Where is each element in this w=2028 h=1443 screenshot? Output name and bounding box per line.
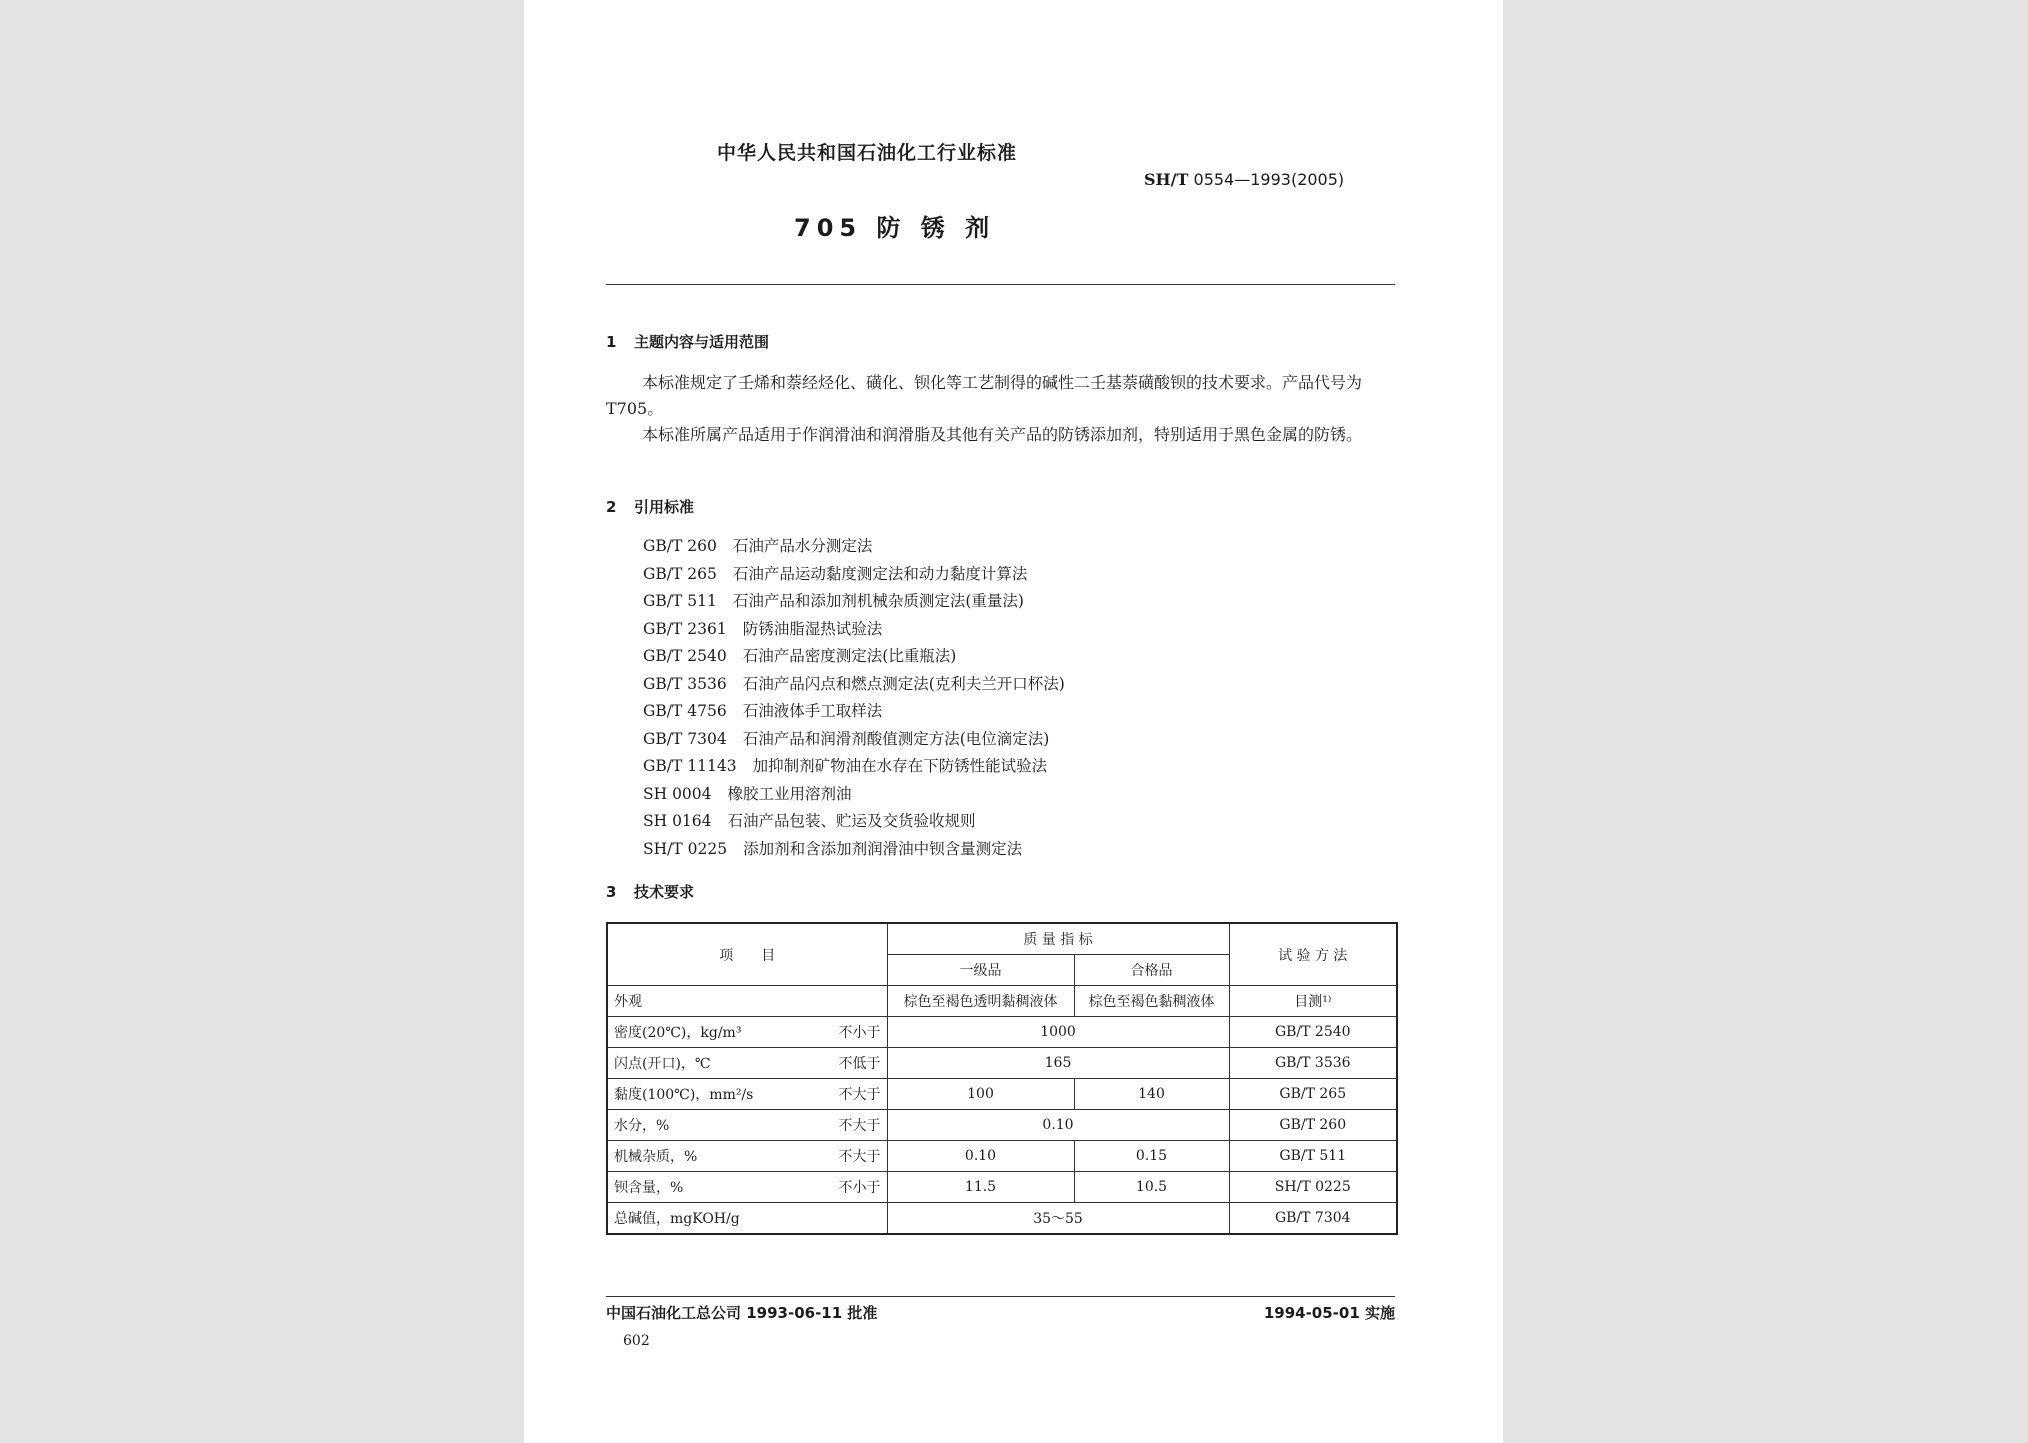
reference-code: GB/T 4756 <box>643 702 727 720</box>
item-limit: 不低于 <box>838 1056 881 1072</box>
reference-title: 橡胶工业用溶剂油 <box>727 784 852 803</box>
merged-value-cell: 165 <box>887 1048 1229 1079</box>
page-number: 602 <box>623 1333 650 1349</box>
reference-item <box>643 698 1065 726</box>
item-name: 黏度(100℃)，mm²/s <box>614 1087 754 1103</box>
header-grade2: 合格品 <box>1074 955 1229 986</box>
section-number: 1 <box>606 333 617 351</box>
section-title: 主题内容与适用范围 <box>634 333 770 351</box>
item-limit: 不小于 <box>838 1180 881 1196</box>
reference-code: GB/T 3536 <box>643 674 727 693</box>
reference-item <box>643 781 1065 809</box>
reference-title: 石油产品闪点和燃点测定法(克利夫兰开口杯法) <box>742 674 1065 693</box>
reference-title: 石油产品密度测定法(比重瓶法) <box>742 647 957 665</box>
org-title: 中华人民共和国石油化工行业标准 <box>717 142 1018 164</box>
reference-code: GB/T 7304 <box>643 729 727 748</box>
grade1-cell: 100 <box>887 1079 1074 1110</box>
item-cell <box>607 1110 887 1141</box>
method-cell: SH/T 0225 <box>1229 1172 1397 1203</box>
header-quality: 质 量 指 标 <box>887 923 1229 955</box>
reference-title: 石油产品包装、贮运及交货验收规则 <box>727 812 976 830</box>
header-rule <box>606 284 1395 285</box>
grade1-cell: 棕色至褐色透明黏稠液体 <box>887 986 1074 1017</box>
reference-item <box>643 643 1065 671</box>
reference-code: SH 0164 <box>643 812 712 830</box>
header-method: 试 验 方 法 <box>1229 923 1397 986</box>
merged-value-cell: 35～55 <box>887 1203 1229 1235</box>
item-name: 密度(20℃)，kg/m³ <box>614 1025 742 1041</box>
reference-list <box>643 533 1065 863</box>
reference-item <box>643 753 1065 781</box>
section-number: 2 <box>606 498 617 516</box>
table-row <box>607 1172 1397 1203</box>
reference-item <box>643 671 1065 699</box>
document-page <box>524 0 1503 1443</box>
item-cell <box>607 1141 887 1172</box>
reference-title: 石油产品水分测定法 <box>732 537 873 555</box>
reference-title: 石油产品运动黏度测定法和动力黏度计算法 <box>732 564 1028 583</box>
reference-item <box>643 836 1065 864</box>
table-row <box>607 1048 1397 1079</box>
item-cell <box>607 986 887 1017</box>
reference-item <box>643 808 1065 836</box>
item-name: 机械杂质，% <box>614 1149 698 1165</box>
item-name: 钡含量，% <box>614 1180 684 1196</box>
table-row <box>607 1079 1397 1110</box>
reference-title: 添加剂和含添加剂润滑油中钡含量测定法 <box>743 839 1023 858</box>
method-cell: 目测¹⁾ <box>1229 986 1397 1017</box>
item-name: 水分，% <box>614 1118 670 1134</box>
item-cell <box>607 1172 887 1203</box>
reference-item <box>643 533 1065 561</box>
table-row <box>607 986 1397 1017</box>
item-limit: 不小于 <box>838 1025 881 1041</box>
method-cell: GB/T 260 <box>1229 1110 1397 1141</box>
approval-text: 中国石油化工总公司 1993-06-11 批准 <box>606 1304 878 1322</box>
paragraph: 本标准规定了壬烯和萘经烃化、磺化、钡化等工艺制得的碱性二壬基萘磺酸钡的技术要求。产品代号为T705。 <box>606 373 1363 418</box>
item-cell <box>607 1048 887 1079</box>
reference-title: 加抑制剂矿物油在水存在下防锈性能试验法 <box>752 757 1048 775</box>
merged-value-cell: 1000 <box>887 1017 1229 1048</box>
reference-code: GB/T 2540 <box>643 647 727 665</box>
reference-code: GB/T 11143 <box>643 757 737 775</box>
reference-code: GB/T 2361 <box>643 619 727 638</box>
standard-code <box>1144 170 1344 189</box>
grade2-cell: 10.5 <box>1074 1172 1229 1203</box>
grade1-cell: 0.10 <box>887 1141 1074 1172</box>
item-limit: 不大于 <box>838 1118 881 1134</box>
reference-code: SH 0004 <box>643 784 712 803</box>
table-row <box>607 1203 1397 1235</box>
reference-code: GB/T 511 <box>643 592 717 610</box>
item-name: 外观 <box>614 994 642 1010</box>
method-cell: GB/T 7304 <box>1229 1203 1397 1235</box>
grade2-cell: 140 <box>1074 1079 1229 1110</box>
standard-number: 0554—1993(2005) <box>1193 170 1345 189</box>
method-cell: GB/T 3536 <box>1229 1048 1397 1079</box>
item-cell <box>607 1017 887 1048</box>
reference-title: 防锈油脂湿热试验法 <box>742 619 883 638</box>
reference-code: GB/T 260 <box>643 537 717 555</box>
merged-value-cell: 0.10 <box>887 1110 1229 1141</box>
item-name: 总碱值，mgKOH/g <box>614 1211 740 1227</box>
item-limit: 不大于 <box>838 1149 881 1165</box>
method-cell: GB/T 2540 <box>1229 1017 1397 1048</box>
section-title: 引用标准 <box>634 498 695 516</box>
reference-title: 石油液体手工取样法 <box>742 702 883 720</box>
paragraph: 本标准所属产品适用于作润滑油和润滑脂及其他有关产品的防锈添加剂，特别适用于黑色金属的防锈。 <box>642 425 1363 444</box>
reference-title: 石油产品和添加剂机械杂质测定法(重量法) <box>732 592 1024 610</box>
item-name: 闪点(开口)，℃ <box>614 1056 711 1072</box>
method-cell: GB/T 265 <box>1229 1079 1397 1110</box>
table-row <box>607 1141 1397 1172</box>
reference-code: GB/T 265 <box>643 564 717 583</box>
section-number: 3 <box>606 883 617 901</box>
section-1-heading <box>606 331 769 352</box>
section-title: 技术要求 <box>634 883 695 901</box>
method-cell: GB/T 511 <box>1229 1141 1397 1172</box>
grade1-cell: 11.5 <box>887 1172 1074 1203</box>
grade2-cell: 棕色至褐色黏稠液体 <box>1074 986 1229 1017</box>
spec-table <box>606 922 1398 1235</box>
header-grade1: 一级品 <box>887 955 1074 986</box>
reference-item <box>643 588 1065 616</box>
table-row <box>607 1110 1397 1141</box>
table-header-row <box>607 923 1397 955</box>
table-row <box>607 1017 1397 1048</box>
reference-title: 石油产品和润滑剂酸值测定方法(电位滴定法) <box>742 729 1050 748</box>
section-1-body <box>606 370 1395 448</box>
reference-item <box>643 616 1065 644</box>
reference-item <box>643 561 1065 589</box>
item-cell <box>607 1079 887 1110</box>
section-2-heading <box>606 496 694 517</box>
grade2-cell: 0.15 <box>1074 1141 1229 1172</box>
standard-prefix: SH/T <box>1144 170 1189 189</box>
item-cell <box>607 1203 887 1235</box>
section-3-heading <box>606 881 694 902</box>
header-item: 项 目 <box>607 923 887 986</box>
effective-date-text: 1994-05-01 实施 <box>1263 1304 1395 1322</box>
reference-code: SH/T 0225 <box>643 839 728 858</box>
document-title: 705 防 锈 剂 <box>794 214 996 242</box>
reference-item <box>643 726 1065 754</box>
footer-rule <box>606 1296 1395 1297</box>
item-limit: 不大于 <box>838 1087 881 1103</box>
